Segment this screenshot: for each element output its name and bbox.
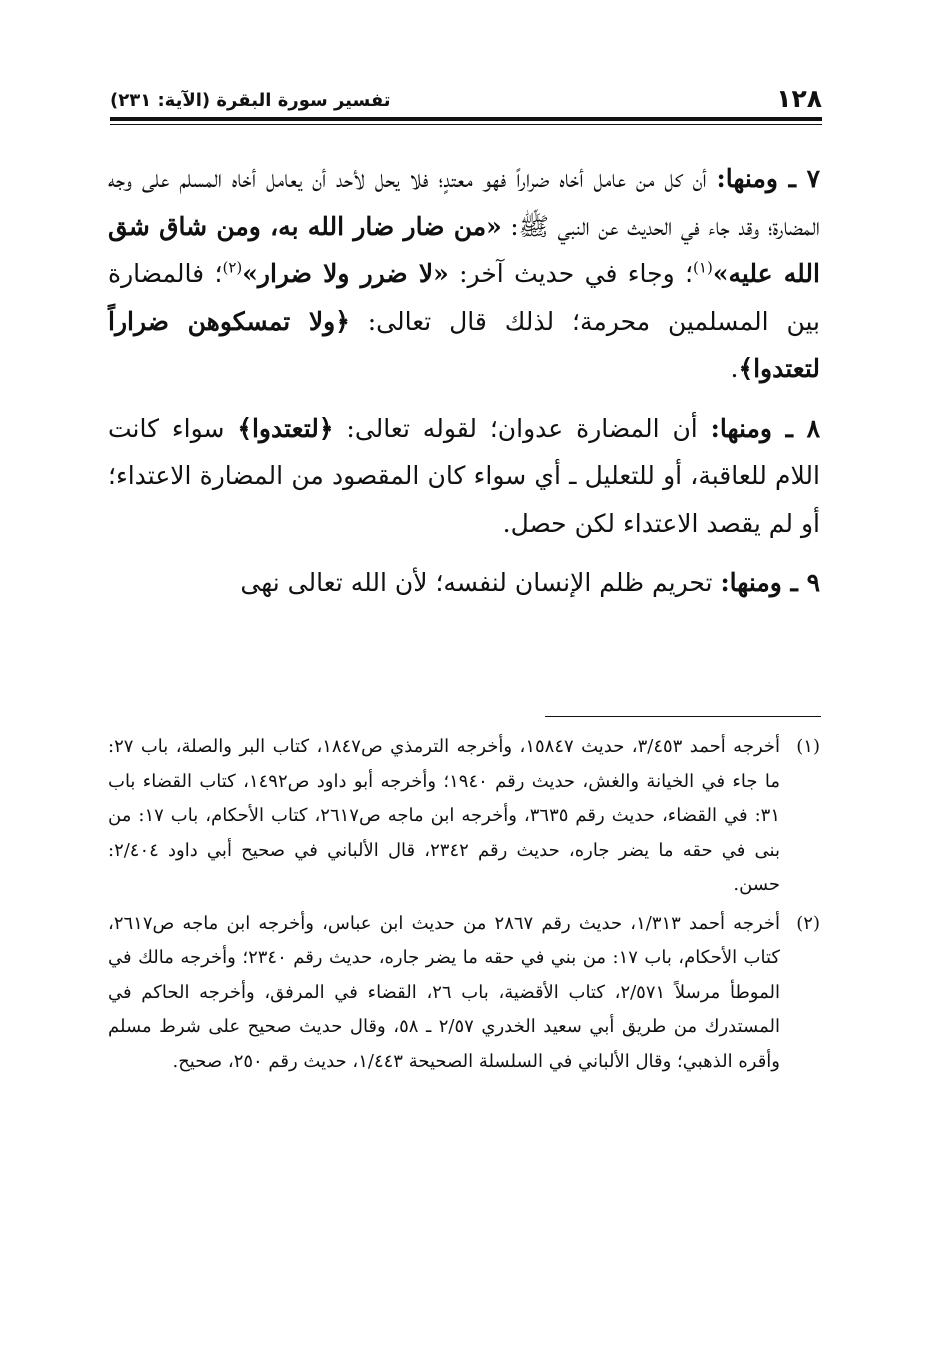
hadith-quote-2: «لا ضرر ولا ضرار» [242, 259, 449, 288]
paragraph-8 [108, 405, 820, 548]
footnote-number: (٢) [796, 912, 820, 934]
paragraph-7-text-1: أن كل من عامل أخاه ضراراً فهو معتدٍ؛ فلا يحل لأحد أن يعامل أخاه المسلم على وجه المضارة؛ وقد جاء في الحديث عن النبي ﷺ: [108, 164, 820, 241]
footnote-2 [108, 907, 820, 1080]
point-7-marker: ٧ ـ ومنها: [716, 164, 821, 193]
header-rule-thin [110, 124, 822, 125]
paragraph-9-text-1: تحريم ظلم الإنسان لنفسه؛ لأن الله تعالى نهى [240, 568, 721, 597]
main-text [108, 155, 820, 619]
footnote-1 [108, 730, 820, 903]
paragraph-7 [108, 155, 820, 393]
running-title: تفسير سورة البقرة (الآية: ٢٣١) [110, 90, 391, 111]
hadith-quote-1: «من ضار ضار الله به، ومن شاق شق الله عليه» [108, 211, 820, 288]
footnote-separator [545, 716, 821, 717]
header-rule-thick [110, 117, 822, 121]
point-8-marker: ٨ ـ ومنها: [710, 413, 821, 443]
footnotes [108, 730, 820, 1083]
footnote-text: أخرجه أحمد ١/٣١٣، حديث رقم ٢٨٦٧ من حديث ابن عباس، وأخرجه ابن ماجه ص٢٦١٧، كتاب الأحكام، باب ١٧: من بني في حقه ما يضر جاره، حديث رقم ٢٣٤٠؛ وأخرجه مالك في الموطأ مرسلاً ٢/٥٧١، كتاب الأقضية، باب ٢٦، القضاء في المرفق، وأخرجه الحاكم في المستدرك من طريق أبي سعيد الخدري ٢/٥٧ ـ ٥٨، وقال حديث صحيح على شرط مسلم وأقره الذهبي؛ وقال الألباني في السلسلة الصحيحة ١/٤٤٣، حديث رقم ٢٥٠، صحيح. [108, 912, 781, 1072]
footnote-ref-2: (٢) [222, 258, 243, 277]
paragraph-9 [108, 559, 820, 607]
quran-verse-2: ﴿لتعتدوا﴾ [237, 413, 334, 443]
paragraph-8-text-1: أن المضارة عدوان؛ لقوله تعالى: [333, 413, 711, 443]
footnote-number: (١) [796, 736, 820, 757]
footnote-ref-1: (١) [693, 258, 713, 277]
paragraph-7-text-4: . [730, 354, 739, 383]
paragraph-8-text-2: سواء كانت اللام للعاقبة، أو للتعليل ـ أي سواء كان المقصود من المضارة الاعتداء؛ أو لم يقصد الاعتداء لكن حصل. [108, 413, 820, 538]
paragraph-7-text-2: ؛ وجاء في حديث آخر: [448, 259, 694, 288]
quran-verse-1: ﴿ولا تمسكوهن ضراراً لتعتدوا﴾ [108, 306, 820, 383]
point-9-marker: ٩ ـ ومنها: [720, 568, 820, 597]
page-number: ١٢٨ [776, 84, 822, 113]
page-header [110, 78, 822, 114]
paragraph-7-text-3: ؛ فالمضارة بين المسلمين محرمة؛ لذلك قال تعالى: [108, 259, 820, 336]
footnote-text: أخرجه أحمد ٣/٤٥٣، حديث ١٥٨٤٧، وأخرجه الترمذي ص١٨٤٧، كتاب البر والصلة، باب ٢٧: ما جاء في الخيانة والغش، حديث رقم ١٩٤٠؛ وأخرجه أبو داود ص١٤٩٢، كتاب القضاء باب ٣١: في القضاء، حديث رقم ٣٦٣٥، وأخرجه ابن ماجه ص٢٦١٧، كتاب الأحكام، باب ١٧: من بنى في حقه ما يضر جاره، حديث رقم ٢٣٤٢، قال الألباني في صحيح أبي داود ٢/٤٠٤: حسن. [108, 736, 781, 895]
